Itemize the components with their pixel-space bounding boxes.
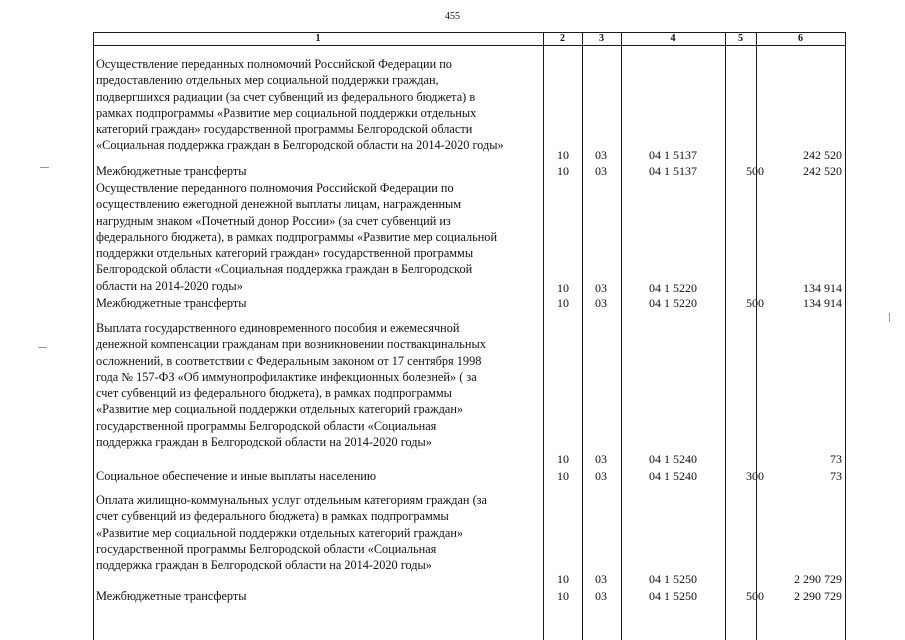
column-header-6: 6 [798, 33, 803, 44]
cell-target-article: 04 1 5137 [649, 164, 697, 178]
cell-subsection: 03 [595, 148, 607, 162]
column-divider [756, 32, 757, 640]
cell-subsection: 03 [595, 296, 607, 310]
cell-subsection: 03 [595, 589, 607, 603]
cell-expense-type: 500 [746, 164, 764, 178]
cell-target-article: 04 1 5250 [649, 589, 697, 603]
column-divider [582, 32, 583, 640]
column-header-2: 2 [560, 33, 565, 44]
row-description: Осуществление переданного полномочия Российской Федерации по осуществлению ежегодной денежной выплаты лицам, награжденным нагрудным знаком «Почетный донор России» (за счет субвенций из федерального бюджета), в рамках подпрограммы «Развитие мер социальной поддержки отдельных категорий граждан» государственной программы Белгородской области «Социальная поддержка граждан в Белгородской области на 2014-2020 годы» [96, 181, 498, 293]
column-header-3: 3 [599, 33, 604, 44]
scan-mark [40, 167, 49, 168]
cell-section: 10 [557, 452, 569, 466]
cell-amount: 2 290 729 [794, 572, 842, 586]
cell-subsection: 03 [595, 164, 607, 178]
row-description: Выплата государственного единовременного пособия и ежемесячной денежной компенсации гражданам при возникновении поствакцинальных осложнений, в соответствии с Федеральным законом от 17 сентября 1998 года № 157-ФЗ «Об иммунопрофилактике инфекционных болезней» ( за счет субвенций из федерального бюджета), в рамках подпрограммы «Развитие мер социальной поддержки отдельных категорий граждан» государственной программы Белгородской области «Социальная поддержка граждан в Белгородской области на 2014-2020 годы» [96, 321, 486, 450]
column-header-4: 4 [670, 33, 676, 44]
cell-amount: 134 914 [803, 296, 842, 310]
cell-section: 10 [557, 148, 569, 162]
cell-amount: 73 [830, 469, 842, 483]
cell-target-article: 04 1 5137 [649, 148, 697, 162]
cell-section: 10 [557, 589, 569, 603]
scan-mark [38, 347, 47, 348]
budget-table [93, 32, 846, 640]
column-divider [845, 32, 846, 640]
cell-section: 10 [557, 572, 569, 586]
cell-amount: 2 290 729 [794, 589, 842, 603]
row-description: Межбюджетные трансферты [96, 296, 247, 310]
cell-target-article: 04 1 5250 [649, 572, 697, 586]
cell-amount: 134 914 [803, 281, 842, 295]
cell-section: 10 [557, 281, 569, 295]
row-description: Межбюджетные трансферты [96, 164, 247, 178]
cell-target-article: 04 1 5240 [649, 452, 697, 466]
cell-section: 10 [557, 164, 569, 178]
scan-mark [889, 313, 890, 322]
cell-expense-type: 500 [746, 296, 764, 310]
cell-target-article: 04 1 5220 [649, 296, 697, 310]
page-number: 455 [445, 11, 460, 22]
column-divider [543, 32, 544, 640]
column-divider [621, 32, 622, 640]
column-divider [725, 32, 726, 640]
column-divider [93, 32, 94, 640]
cell-target-article: 04 1 5220 [649, 281, 697, 295]
cell-section: 10 [557, 296, 569, 310]
column-header-5: 5 [738, 33, 743, 44]
cell-subsection: 03 [595, 572, 607, 586]
row-description: Социальное обеспечение и иные выплаты населению [96, 469, 377, 483]
row-description: Межбюджетные трансферты [96, 589, 247, 603]
cell-subsection: 03 [595, 452, 607, 466]
cell-expense-type: 500 [746, 589, 764, 603]
row-description: Оплата жилищно-коммунальных услуг отдельным категориям граждан (за счет субвенций из федерального бюджета) в рамках подпрограммы «Развитие мер социальной поддержки отдельных категорий граждан» государственной программы Белгородской области «Социальная поддержка граждан в Белгородской области на 2014-2020 годы» [96, 493, 487, 573]
cell-section: 10 [557, 469, 569, 483]
column-header-1: 1 [315, 33, 321, 44]
cell-amount: 73 [830, 452, 842, 466]
cell-expense-type: 300 [746, 469, 764, 483]
header-bottom-border [93, 45, 846, 46]
cell-target-article: 04 1 5240 [649, 469, 697, 483]
cell-amount: 242 520 [803, 148, 842, 162]
row-description: Осуществление переданных полномочий Российской Федерации по предоставлению отдельных мер социальной поддержки граждан, подвергшихся радиации (за счет субвенций из федерального бюджета) в рамках подпрограммы «Развитие мер социальной поддержки отдельных категорий граждан» государственной программы Белгородской области «Социальная поддержка граждан в Белгородской области на 2014-2020 годы» [96, 57, 504, 153]
cell-subsection: 03 [595, 281, 607, 295]
cell-subsection: 03 [595, 469, 607, 483]
cell-amount: 242 520 [803, 164, 842, 178]
